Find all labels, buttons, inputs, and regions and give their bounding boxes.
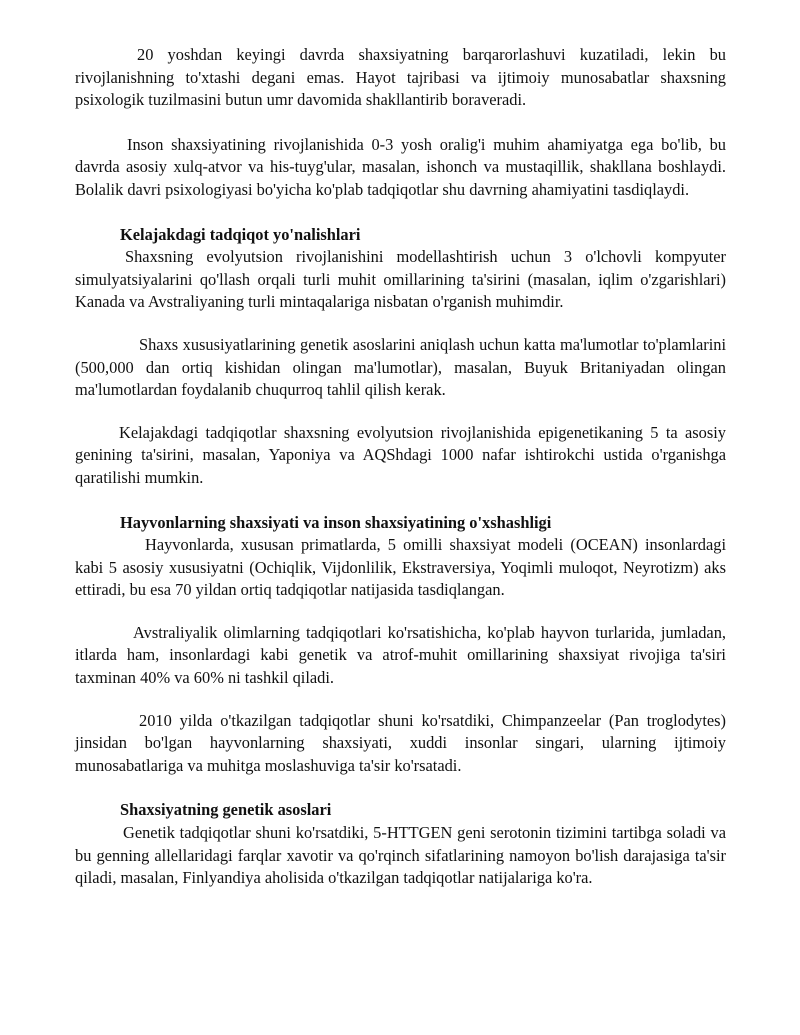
- paragraph: 20 yoshdan keyingi davrda shaxsiyatning barqarorlashuvi kuzatiladi, lekin bu rivojlanishning to'xtashi degani emas. Hayot tajribasi va ijtimoiy munosabatlar shaxsning psixologik tuzilmasini butun umr davomida shakllantirib boraveradi.: [75, 45, 726, 110]
- paragraph: Shaxsning evolyutsion rivojlanishini modellashtirish uchun 3 o'lchovli kompyuter simulyatsiyalarini qo'llash orqali turli muhit omillarining ta'sirini (masalan, iqlim o'zgarishlari) Kanada va Avstraliyaning turli mintaqalariga nisbatan o'rganish muhimdir.: [75, 247, 726, 312]
- document-page: [75, 44, 726, 890]
- section-heading: Kelajakdagi tadqiqot yo'nalishlari: [120, 224, 361, 244]
- paragraph: Kelajakdagi tadqiqotlar shaxsning evolyutsion rivojlanishida epigenetikaning 5 ta asosiy genining ta'sirini, masalan, Yaponiya va AQShdagi 1000 nafar ishtirokchi ustida o'rganishga qaratilishi mumkin.: [75, 422, 726, 487]
- paragraph: Hayvonlarda, xususan primatlarda, 5 omilli shaxsiyat modeli (OCEAN) insonlardagi kabi 5 asosiy xususiyatni (Ochiqlik, Vijdonlilik, Ekstraversiya, Yoqimli muloqot, Neyrotizm) aks ettiradi, bu esa 70 yildan ortiq tadqiqotlar natijasida tasdiqlangan.: [75, 535, 726, 600]
- paragraph: Shaxs xususiyatlarining genetik asoslarini aniqlash uchun katta ma'lumotlar to'plamlarini (500,000 dan ortiq kishidan olingan ma'lumotlar), masalan, Buyuk Britaniyadan olingan ma'lumotlardan foydalanib chuqurroq tahlil qilish kerak.: [75, 334, 726, 400]
- paragraph: Genetik tadqiqotlar shuni ko'rsatdiki, 5-HTTGEN geni serotonin tizimini tartibga soladi va bu genning allellaridagi farqlar xavotir va qo'rqinch sifatlarining namoyon bo'lish darajasiga ta'sir qiladi, masalan, Finlyandiya aholisida o'tkazilgan tadqiqotlar natijalariga ko'ra.: [75, 823, 726, 888]
- paragraph: 2010 yilda o'tkazilgan tadqiqotlar shuni ko'rsatdiki, Chimpanzeelar (Pan troglodytes) jinsidan bo'lgan hayvonlarning shaxsiyati, xuddi insonlar singari, ularning ijtimoiy munosabatlariga va muhitga moslashuviga ta'sir ko'rsatadi.: [75, 710, 726, 775]
- paragraph: Avstraliyalik olimlarning tadqiqotlari ko'rsatishicha, ko'plab hayvon turlarida, jumladan, itlarda ham, insonlardagi kabi genetik va atrof-muhit omillarining shaxsiyat rivojiga ta'siri taxminan 40% va 60% ni tashkil qiladi.: [75, 622, 726, 688]
- section-heading: Hayvonlarning shaxsiyati va inson shaxsiyatining o'xshashligi: [120, 512, 552, 532]
- section-heading: Shaxsiyatning genetik asoslari: [120, 800, 332, 820]
- paragraph: Inson shaxsiyatining rivojlanishida 0-3 yosh oralig'i muhim ahamiyatga ega bo'lib, bu davrda asosiy xulq-atvor va his-tuyg'ular, masalan, ishonch va mustaqillik, shakllana boshlaydi. Bolalik davri psixologiyasi bo'yicha ko'plab tadqiqotlar shu davrning ahamiyatini tasdiqlaydi.: [75, 134, 726, 199]
